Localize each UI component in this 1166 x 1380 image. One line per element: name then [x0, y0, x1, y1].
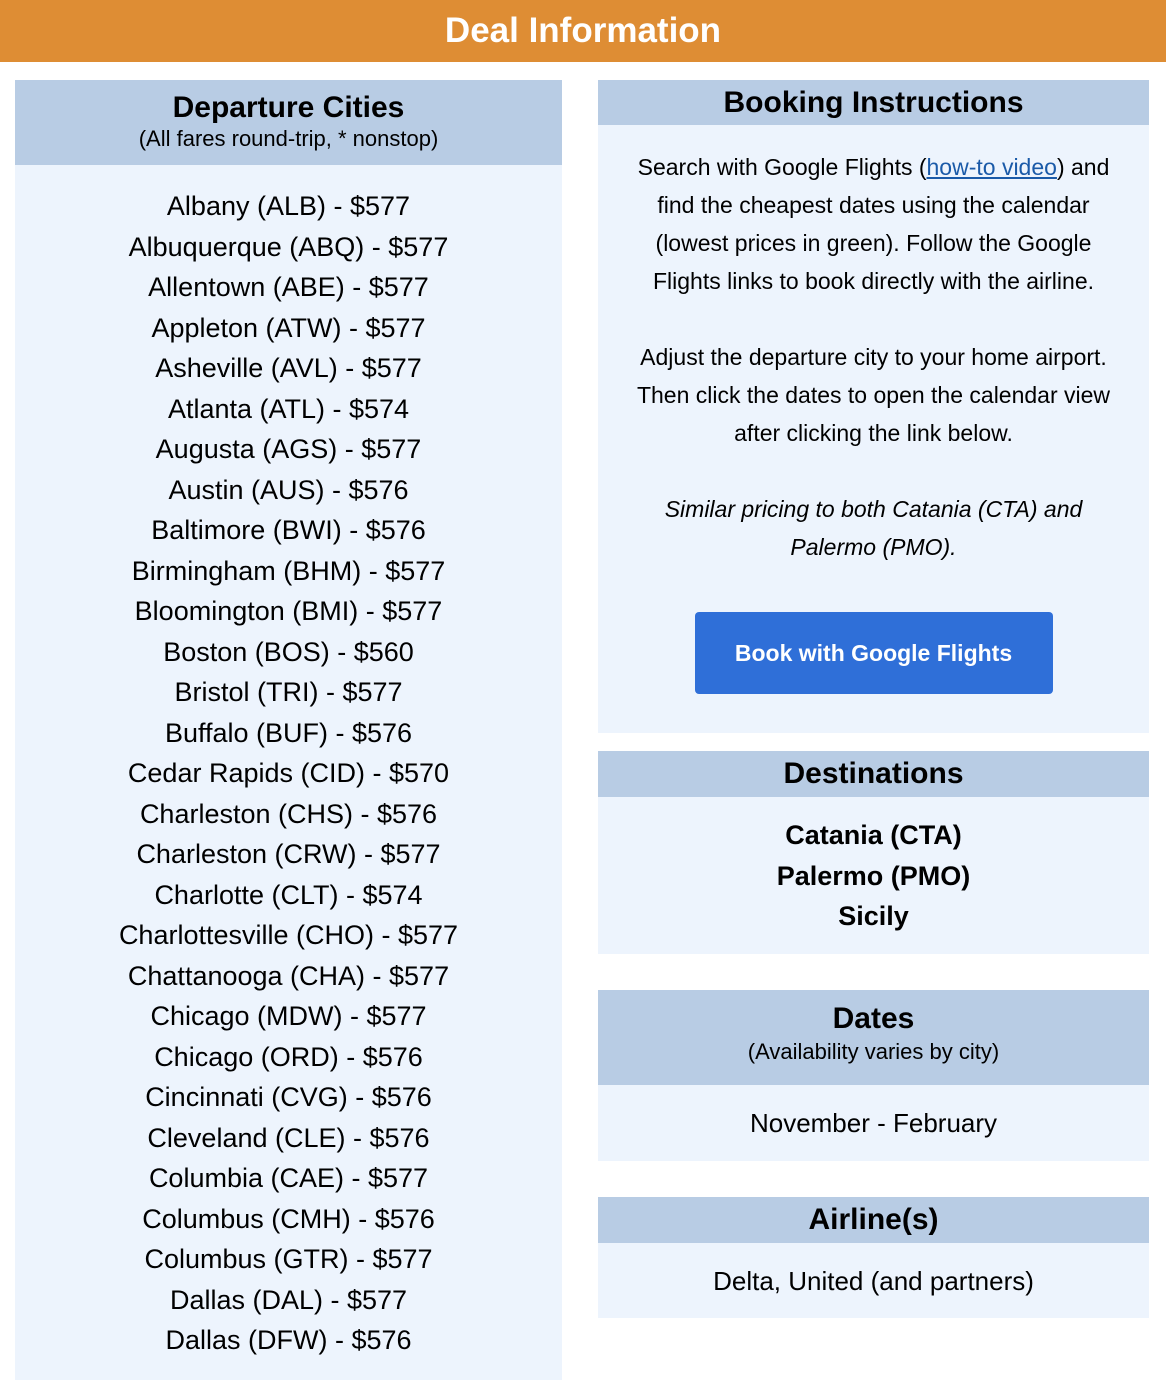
departure-city-item: Buffalo (BUF) - $576: [164, 717, 413, 748]
booking-instructions-title: Booking Instructions: [723, 86, 1024, 119]
departure-city-item: Appleton (ATW) - $577: [151, 312, 426, 343]
dates-header: [598, 990, 1149, 1085]
airlines-value: Delta, United (and partners): [713, 1266, 1034, 1296]
departure-city-item: Allentown (ABE) - $577: [148, 272, 429, 302]
departure-cities-subtitle: (All fares round-trip, * nonstop): [138, 126, 439, 151]
departure-cities-title: Departure Cities: [172, 91, 405, 124]
destinations-list: [598, 797, 1149, 937]
departure-city-item: Chicago (ORD) - $576: [154, 1041, 423, 1072]
dates-value: November - February: [749, 1108, 998, 1138]
departure-city-item: Columbia (CAE) - $577: [148, 1163, 429, 1193]
destination-item: Sicily: [838, 901, 909, 931]
airlines-card: [598, 1197, 1149, 1318]
booking-paragraph-search: [633, 148, 1114, 300]
departure-cities-panel: [15, 80, 562, 1380]
deal-information-banner: Deal Information: [0, 0, 1166, 62]
departure-city-item: Atlanta (ATL) - $574: [167, 393, 410, 424]
departure-city-item: Chattanooga (CHA) - $577: [127, 960, 450, 991]
how-to-video-link[interactable]: how-to video: [926, 154, 1057, 180]
dates-card: [598, 990, 1149, 1161]
airlines-title: Airline(s): [808, 1203, 939, 1236]
departure-city-item: Birmingham (BHM) - $577: [131, 555, 446, 586]
paragraph-gap: [633, 452, 1114, 490]
departure-city-item: Columbus (CMH) - $576: [142, 1203, 435, 1234]
destination-item: Palermo (PMO): [776, 860, 971, 891]
departure-city-item: Charleston (CRW) - $577: [136, 839, 441, 869]
airlines-header: [598, 1197, 1149, 1243]
departure-city-item: Albany (ALB) - $577: [166, 191, 411, 221]
departure-city-item: Charleston (CHS) - $576: [139, 798, 438, 829]
destinations-header: [598, 751, 1149, 797]
departure-city-item: Charlotte (CLT) - $574: [154, 879, 423, 910]
departure-city-item: Albuquerque (ABQ) - $577: [128, 231, 449, 262]
departure-cities-header: [15, 80, 562, 165]
booking-paragraph-similar-pricing: Similar pricing to both Catania (CTA) and Palermo (PMO).: [664, 496, 1083, 560]
booking-text-calendar: ) and find the cheapest dates using the calendar (lowest prices in green). Follow the Google Flights links to book directly with the airline.: [652, 154, 1110, 294]
dates-title: Dates: [832, 1002, 915, 1035]
departure-city-item: Dallas (DFW) - $576: [165, 1325, 412, 1355]
destinations-title: Destinations: [783, 757, 964, 790]
destination-item: Catania (CTA): [785, 820, 962, 850]
departure-city-item: Baltimore (BWI) - $576: [151, 515, 426, 545]
departure-city-item: Augusta (AGS) - $577: [155, 434, 422, 464]
departure-city-item: Cedar Rapids (CID) - $570: [127, 758, 450, 788]
paragraph-gap: [633, 300, 1114, 338]
departure-city-item: Asheville (AVL) - $577: [155, 353, 422, 383]
departure-city-item: Chicago (MDW) - $577: [150, 1001, 427, 1031]
departure-city-item: Cleveland (CLE) - $576: [147, 1122, 430, 1153]
booking-text-search: Search with Google Flights (: [637, 154, 927, 180]
departure-city-item: Austin (AUS) - $576: [168, 474, 409, 505]
departure-city-list: [15, 165, 562, 1361]
booking-paragraph-adjust: Adjust the departure city to your home airport. Then click the dates to open the calendar view after clicking the link below.: [636, 344, 1111, 446]
booking-instructions-card: [598, 80, 1149, 733]
booking-instructions-body: [598, 125, 1149, 694]
destinations-card: [598, 751, 1149, 954]
departure-city-item: Cincinnati (CVG) - $576: [145, 1082, 432, 1112]
departure-city-item: Boston (BOS) - $560: [163, 636, 414, 667]
booking-instructions-header: [598, 80, 1149, 125]
departure-city-item: Bristol (TRI) - $577: [174, 677, 403, 707]
departure-city-item: Bloomington (BMI) - $577: [134, 596, 443, 626]
departure-city-item: Columbus (GTR) - $577: [144, 1244, 433, 1274]
book-with-google-flights-button[interactable]: Book with Google Flights: [695, 612, 1053, 694]
departure-city-item: Charlottesville (CHO) - $577: [118, 920, 459, 950]
departure-city-item: Dallas (DAL) - $577: [169, 1284, 408, 1315]
dates-subtitle: (Availability varies by city): [747, 1039, 1000, 1064]
